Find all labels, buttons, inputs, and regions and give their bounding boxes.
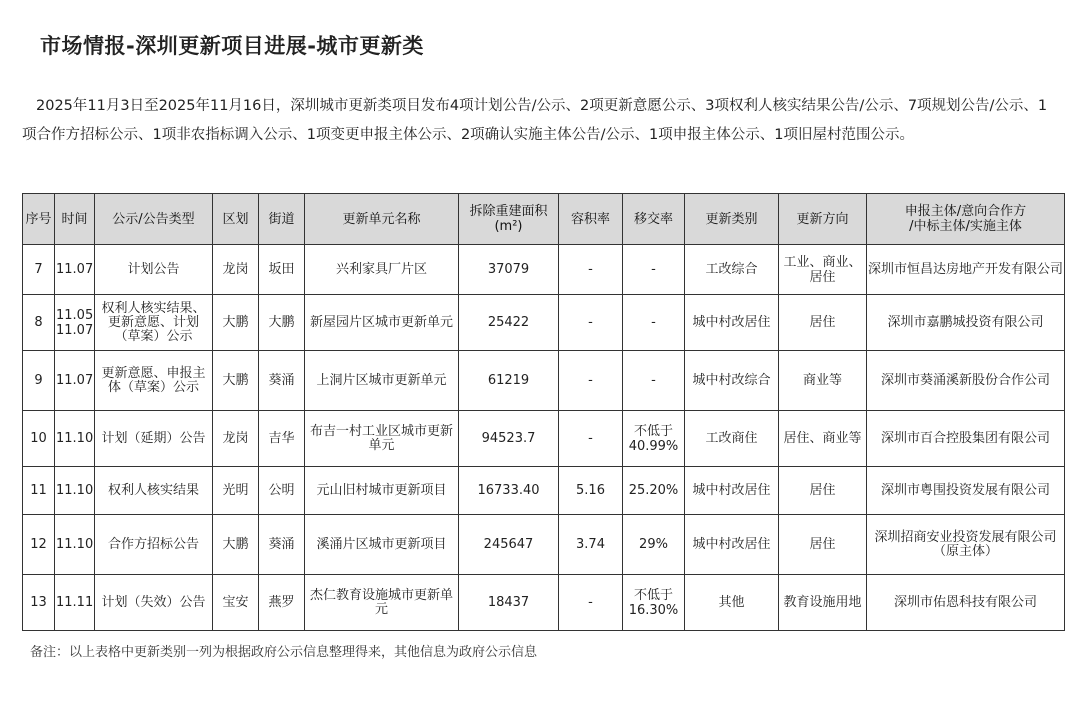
cell-time: 11.10	[55, 515, 95, 575]
cell-unit: 布吉一村工业区城市更新单元	[305, 411, 459, 467]
cell-type: 计划（失效）公告	[95, 575, 213, 631]
table-row	[23, 295, 1065, 351]
cell-category: 城中村改居住	[685, 515, 779, 575]
cell-subject: 深圳市恒昌达房地产开发有限公司	[867, 245, 1065, 295]
cell-far: -	[559, 411, 623, 467]
cell-street: 公明	[259, 467, 305, 515]
cell-category: 城中村改居住	[685, 295, 779, 351]
col-header-direction: 更新方向	[779, 194, 867, 245]
cell-subject: 深圳市嘉鹏城投资有限公司	[867, 295, 1065, 351]
cell-area: 245647	[459, 515, 559, 575]
page-title: 市场情报-深圳更新项目进展-城市更新类	[40, 34, 424, 58]
cell-transfer: -	[623, 295, 685, 351]
cell-street: 燕罗	[259, 575, 305, 631]
cell-street: 坂田	[259, 245, 305, 295]
cell-unit: 杰仁教育设施城市更新单元	[305, 575, 459, 631]
cell-far: -	[559, 245, 623, 295]
cell-time: 11.11	[55, 575, 95, 631]
cell-direction: 工业、商业、居住	[779, 245, 867, 295]
col-header-far: 容积率	[559, 194, 623, 245]
cell-district: 龙岗	[213, 245, 259, 295]
cell-far: 3.74	[559, 515, 623, 575]
cell-far: -	[559, 575, 623, 631]
cell-transfer: 29%	[623, 515, 685, 575]
cell-direction: 居住	[779, 515, 867, 575]
cell-no: 9	[23, 351, 55, 411]
cell-district: 大鹏	[213, 295, 259, 351]
table-row	[23, 575, 1065, 631]
cell-subject: 深圳市百合控股集团有限公司	[867, 411, 1065, 467]
cell-type: 权利人核实结果、更新意愿、计划（草案）公示	[95, 295, 213, 351]
cell-direction: 教育设施用地	[779, 575, 867, 631]
cell-type: 合作方招标公告	[95, 515, 213, 575]
cell-street: 葵涌	[259, 515, 305, 575]
intro-paragraph: 2025年11月3日至2025年11月16日，深圳城市更新类项目发布4项计划公告/公示、2项更新意愿公示、3项权利人核实结果公告/公示、7项规划公告/公示、1项合作方招标公示、1项非农指标调入公示、1项变更申报主体公示、2项确认实施主体公告/公示、1项申报主体公示、1项旧屋村范围公示。	[22, 98, 1048, 143]
cell-category: 工改商住	[685, 411, 779, 467]
col-header-unit: 更新单元名称	[305, 194, 459, 245]
cell-district: 光明	[213, 467, 259, 515]
col-header-district: 区划	[213, 194, 259, 245]
cell-transfer: -	[623, 351, 685, 411]
cell-no: 11	[23, 467, 55, 515]
cell-no: 12	[23, 515, 55, 575]
cell-type: 计划公告	[95, 245, 213, 295]
col-header-no: 序号	[23, 194, 55, 245]
cell-area: 25422	[459, 295, 559, 351]
cell-time: 11.10	[55, 411, 95, 467]
cell-street: 吉华	[259, 411, 305, 467]
cell-area: 61219	[459, 351, 559, 411]
cell-district: 宝安	[213, 575, 259, 631]
cell-direction: 居住、商业等	[779, 411, 867, 467]
project-table	[22, 193, 1065, 631]
cell-category: 城中村改居住	[685, 467, 779, 515]
cell-unit: 元山旧村城市更新项目	[305, 467, 459, 515]
cell-unit: 上洞片区城市更新单元	[305, 351, 459, 411]
cell-subject: 深圳市佑恩科技有限公司	[867, 575, 1065, 631]
table-header-row	[23, 194, 1065, 245]
col-header-category: 更新类别	[685, 194, 779, 245]
cell-direction: 居住	[779, 467, 867, 515]
col-header-transfer: 移交率	[623, 194, 685, 245]
cell-street: 葵涌	[259, 351, 305, 411]
cell-district: 龙岗	[213, 411, 259, 467]
table-row	[23, 351, 1065, 411]
cell-district: 大鹏	[213, 351, 259, 411]
cell-far: -	[559, 295, 623, 351]
cell-transfer: 不低于40.99%	[623, 411, 685, 467]
cell-unit: 溪涌片区城市更新项目	[305, 515, 459, 575]
cell-type: 权利人核实结果	[95, 467, 213, 515]
cell-area: 16733.40	[459, 467, 559, 515]
col-header-type: 公示/公告类型	[95, 194, 213, 245]
cell-transfer: 不低于16.30%	[623, 575, 685, 631]
cell-transfer: 25.20%	[623, 467, 685, 515]
cell-no: 7	[23, 245, 55, 295]
cell-far: -	[559, 351, 623, 411]
cell-subject: 深圳市葵涌溪新股份合作公司	[867, 351, 1065, 411]
cell-direction: 居住	[779, 295, 867, 351]
cell-area: 18437	[459, 575, 559, 631]
col-header-street: 街道	[259, 194, 305, 245]
cell-unit: 新屋园片区城市更新单元	[305, 295, 459, 351]
cell-no: 13	[23, 575, 55, 631]
footnote: 备注：以上表格中更新类别一列为根据政府公示信息整理得来，其他信息为政府公示信息	[30, 645, 538, 660]
cell-category: 工改综合	[685, 245, 779, 295]
col-header-subject: 申报主体/意向合作方 /中标主体/实施主体	[867, 194, 1065, 245]
cell-district: 大鹏	[213, 515, 259, 575]
table-row	[23, 515, 1065, 575]
cell-street: 大鹏	[259, 295, 305, 351]
col-header-area: 拆除重建面积 (m²)	[459, 194, 559, 245]
cell-category: 城中村改综合	[685, 351, 779, 411]
cell-time: 11.07	[55, 351, 95, 411]
cell-type: 更新意愿、申报主体（草案）公示	[95, 351, 213, 411]
cell-far: 5.16	[559, 467, 623, 515]
col-header-time: 时间	[55, 194, 95, 245]
cell-area: 37079	[459, 245, 559, 295]
cell-area: 94523.7	[459, 411, 559, 467]
cell-no: 10	[23, 411, 55, 467]
table-row	[23, 245, 1065, 295]
cell-time: 11.05 11.07	[55, 295, 95, 351]
cell-type: 计划（延期）公告	[95, 411, 213, 467]
cell-unit: 兴利家具厂片区	[305, 245, 459, 295]
cell-no: 8	[23, 295, 55, 351]
cell-time: 11.07	[55, 245, 95, 295]
table-row	[23, 467, 1065, 515]
cell-time: 11.10	[55, 467, 95, 515]
table-row	[23, 411, 1065, 467]
cell-transfer: -	[623, 245, 685, 295]
cell-subject: 深圳市粤围投资发展有限公司	[867, 467, 1065, 515]
cell-direction: 商业等	[779, 351, 867, 411]
cell-subject: 深圳招商安业投资发展有限公司（原主体）	[867, 515, 1065, 575]
cell-category: 其他	[685, 575, 779, 631]
